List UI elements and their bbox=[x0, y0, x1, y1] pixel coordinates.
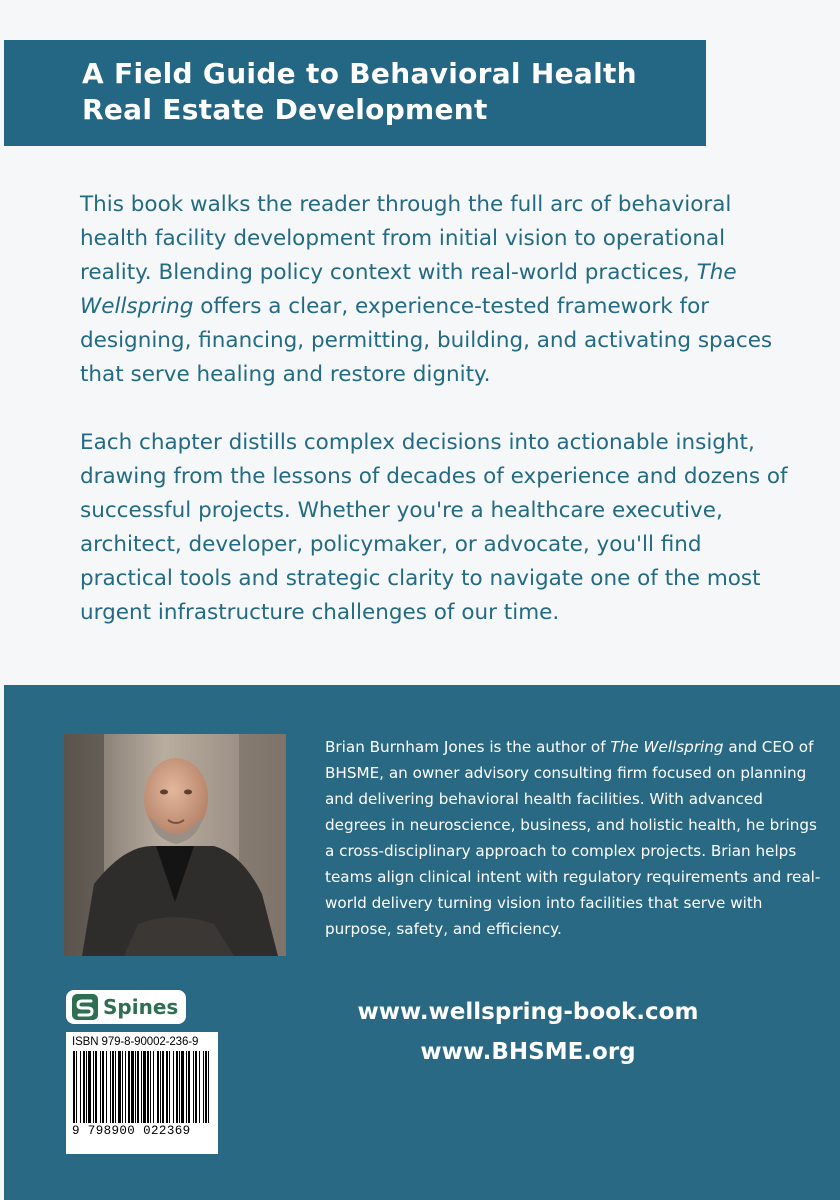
spines-logo-icon bbox=[72, 994, 98, 1020]
book-description bbox=[80, 188, 800, 630]
description-paragraph-1 bbox=[80, 188, 800, 392]
author-photo bbox=[64, 734, 286, 956]
bio-text-b: and CEO of BHSME, an owner advisory consulting firm focused on planning and delivering behavioral health facilities. With advanced degrees in neuroscience, business, and holistic health, he brings a cross-disciplinary approach to complex projects. Brian helps teams align clinical intent with regulatory requirements and real-world delivery turning vision into facilities that serve with purpose, safety, and efficiency. bbox=[325, 738, 821, 938]
author-bio bbox=[325, 734, 825, 942]
description-book-title: The Wellspring bbox=[80, 260, 737, 319]
website-links bbox=[330, 992, 726, 1072]
author-portrait-icon bbox=[64, 734, 286, 956]
barcode-bars bbox=[72, 1051, 212, 1123]
isbn-barcode bbox=[66, 1032, 218, 1154]
website-link-bhsme[interactable]: www.BHSME.org bbox=[420, 1039, 636, 1065]
book-title-line-2: Real Estate Development bbox=[82, 93, 488, 126]
website-link-wellspring[interactable]: www.wellspring-book.com bbox=[357, 999, 699, 1025]
bio-text-a: Brian Burnham Jones is the author of bbox=[325, 738, 611, 756]
barcode-number: 9 798900 022369 bbox=[72, 1124, 191, 1138]
publisher-logo bbox=[66, 990, 186, 1024]
bio-book-title: The Wellspring bbox=[610, 738, 724, 756]
description-p1-text-a: This book walks the reader through the full arc of behavioral health facility development from initial vision to operational reality. Blending policy context with real-world practices, bbox=[80, 192, 732, 285]
description-paragraph-2: Each chapter distills complex decisions into actionable insight, drawing from the lessons of decades of experience and dozens of successful projects. Whether you're a healthcare executive, architect, developer, policymaker, or advocate, you'll find practical tools and strategic clarity to navigate one of the most urgent infrastructure challenges of our time. bbox=[80, 430, 788, 625]
isbn-label: ISBN 979-8-90002-236-9 bbox=[72, 1036, 199, 1048]
publisher-name: Spines bbox=[103, 995, 179, 1019]
title-band bbox=[4, 40, 706, 146]
description-p1-text-b: offers a clear, experience-tested framework for designing, financing, permitting, building, and activating spaces that serve healing and restore dignity. bbox=[80, 294, 773, 387]
book-title-line-1: A Field Guide to Behavioral Health bbox=[82, 57, 637, 90]
